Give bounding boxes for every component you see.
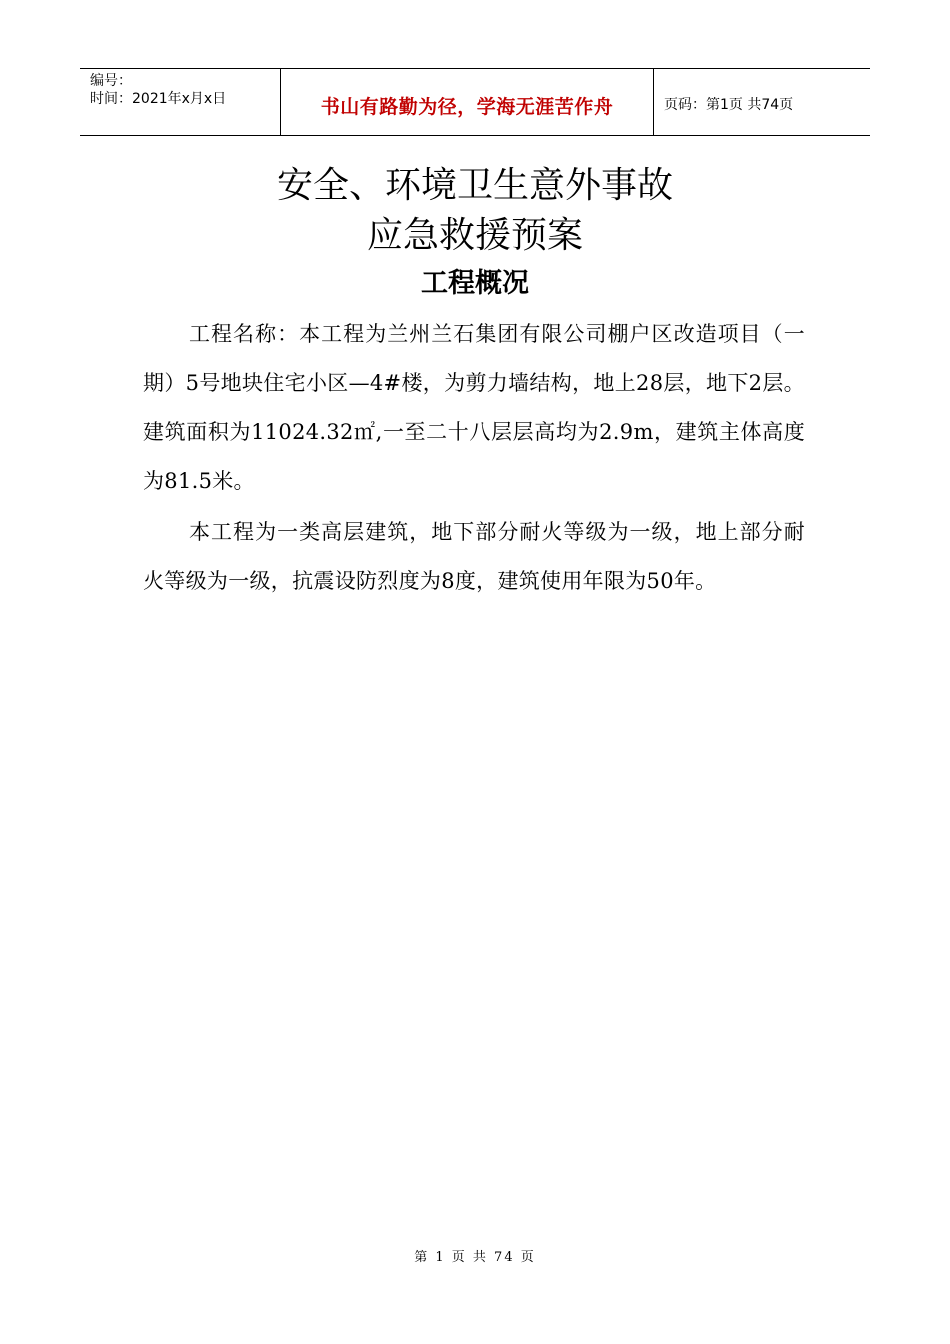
document-number-label: 编号： bbox=[90, 73, 132, 89]
document-date: 时间：2021年x月x日 bbox=[90, 91, 227, 107]
document-title-line1: 安全、环境卫生意外事故 bbox=[276, 165, 673, 206]
document-title-line2: 应急救援预案 bbox=[366, 215, 583, 256]
header-motto-cell bbox=[281, 69, 654, 136]
header-page-cell bbox=[654, 69, 870, 136]
header-page-info: 页码：第1页 共74页 bbox=[664, 97, 794, 113]
header-motto: 书山有路勤为径，学海无涯苦作舟 bbox=[320, 96, 614, 118]
body-paragraph-building-class: 本工程为一类高层建筑，地下部分耐火等级为一级，地上部分耐火等级为一级，抗震设防烈度为8度，建筑使用年限为50年。 bbox=[143, 520, 805, 593]
section-heading: 工程概况 bbox=[421, 268, 529, 299]
header-meta-cell bbox=[80, 69, 281, 136]
page-footer: 第 1 页 共 74 页 bbox=[414, 1250, 536, 1265]
document-header bbox=[80, 68, 870, 136]
body-paragraph-project-name: 工程名称：本工程为兰州兰石集团有限公司棚户区改造项目（一期）5号地块住宅小区—4#楼，为剪力墙结构，地上28层，地下2层。建筑面积为11024.32㎡,一至二十八层层高均为2.9m，建筑主体高度为81.5米。 bbox=[143, 322, 805, 493]
